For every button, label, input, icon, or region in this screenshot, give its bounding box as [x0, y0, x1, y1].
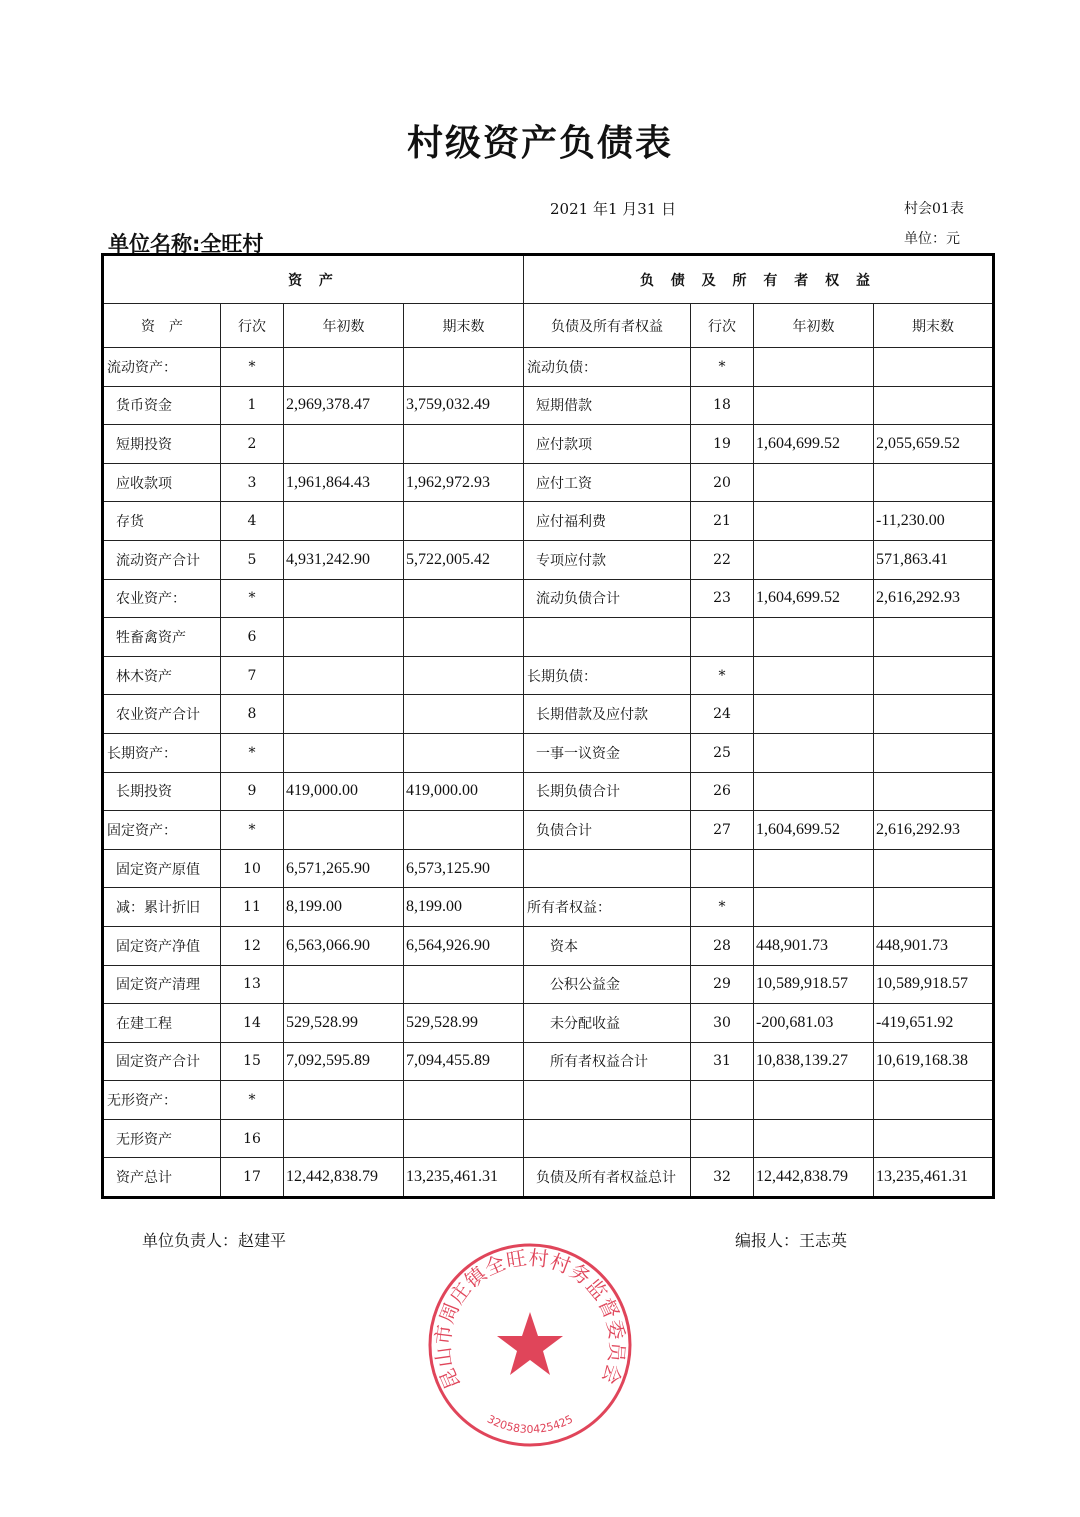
line-number: 19	[691, 425, 754, 464]
begin-balance	[754, 540, 874, 579]
liability-label: 一事一议资金	[524, 733, 691, 772]
begin-balance	[284, 733, 404, 772]
begin-balance: 2,969,378.47	[284, 386, 404, 425]
liability-label: 专项应付款	[524, 540, 691, 579]
seal-code: 3205830425425	[484, 1412, 576, 1436]
asset-label: 固定资产合计	[103, 1042, 221, 1081]
liability-label: 未分配收益	[524, 1004, 691, 1043]
end-balance	[874, 1081, 994, 1120]
line-number: 7	[221, 656, 284, 695]
begin-balance: 1,604,699.52	[754, 425, 874, 464]
begin-balance	[754, 772, 874, 811]
liability-label	[524, 618, 691, 657]
line-number: 14	[221, 1004, 284, 1043]
asset-label: 农业资产合计	[103, 695, 221, 734]
end-balance: 8,199.00	[404, 888, 524, 927]
liabilities-section-header: 负 债 及 所 有 者 权 益	[524, 255, 994, 304]
line-number: *	[691, 348, 754, 387]
unit-responsible: 单位负责人：赵建平	[142, 1231, 287, 1250]
report-date: 2021 年1 月31 日	[550, 200, 677, 218]
end-balance: -419,651.92	[874, 1004, 994, 1043]
begin-balance: 448,901.73	[754, 926, 874, 965]
end-balance	[404, 1119, 524, 1158]
table-row	[103, 348, 994, 387]
end-balance	[874, 695, 994, 734]
begin-balance: 419,000.00	[284, 772, 404, 811]
begin-balance: 529,528.99	[284, 1004, 404, 1043]
col-header-begin: 年初数	[284, 304, 404, 348]
line-number: 15	[221, 1042, 284, 1081]
table-row	[103, 965, 994, 1004]
line-number: *	[221, 1081, 284, 1120]
currency-unit: 单位：元	[904, 231, 960, 247]
line-number: 13	[221, 965, 284, 1004]
seal-text: 昆山市周庄镇全旺村村务监督委员会	[430, 1245, 630, 1393]
end-balance	[404, 579, 524, 618]
official-seal	[425, 1240, 635, 1450]
liability-label	[524, 1119, 691, 1158]
liability-label: 所有者权益：	[524, 888, 691, 927]
unit-name: 单位名称:全旺村	[108, 232, 264, 256]
line-number: 3	[221, 463, 284, 502]
col-header-begin: 年初数	[754, 304, 874, 348]
table-row	[103, 926, 994, 965]
end-balance: 2,055,659.52	[874, 425, 994, 464]
line-number: 32	[691, 1158, 754, 1198]
asset-label: 短期投资	[103, 425, 221, 464]
table-row	[103, 811, 994, 850]
table-row	[103, 1081, 994, 1120]
end-balance	[874, 888, 994, 927]
begin-balance	[284, 579, 404, 618]
liability-label: 应付工资	[524, 463, 691, 502]
begin-balance: 6,571,265.90	[284, 849, 404, 888]
begin-balance	[284, 425, 404, 464]
form-number: 村会01表	[904, 201, 964, 217]
begin-balance: -200,681.03	[754, 1004, 874, 1043]
liability-label: 应付福利费	[524, 502, 691, 541]
line-number: 12	[221, 926, 284, 965]
begin-balance	[754, 733, 874, 772]
table-row	[103, 1042, 994, 1081]
end-balance	[874, 348, 994, 387]
col-header-end: 期末数	[404, 304, 524, 348]
end-balance	[874, 463, 994, 502]
end-balance: 2,616,292.93	[874, 579, 994, 618]
end-balance	[874, 386, 994, 425]
asset-label: 固定资产清理	[103, 965, 221, 1004]
liability-label: 长期负债合计	[524, 772, 691, 811]
line-number: 6	[221, 618, 284, 657]
begin-balance	[754, 463, 874, 502]
end-balance	[404, 425, 524, 464]
line-number: 23	[691, 579, 754, 618]
begin-balance	[754, 849, 874, 888]
liability-label: 流动负债：	[524, 348, 691, 387]
end-balance	[404, 733, 524, 772]
asset-label: 流动资产合计	[103, 540, 221, 579]
liability-label: 负债合计	[524, 811, 691, 850]
asset-label: 农业资产：	[103, 579, 221, 618]
end-balance	[874, 656, 994, 695]
end-balance	[874, 772, 994, 811]
line-number	[691, 1119, 754, 1158]
line-number: 20	[691, 463, 754, 502]
begin-balance: 10,838,139.27	[754, 1042, 874, 1081]
asset-label: 固定资产：	[103, 811, 221, 850]
line-number: 30	[691, 1004, 754, 1043]
begin-balance	[754, 502, 874, 541]
line-number: 28	[691, 926, 754, 965]
table-row	[103, 386, 994, 425]
asset-label: 存货	[103, 502, 221, 541]
table-row	[103, 772, 994, 811]
col-header-end: 期末数	[874, 304, 994, 348]
begin-balance	[754, 695, 874, 734]
asset-label: 长期投资	[103, 772, 221, 811]
table-row	[103, 579, 994, 618]
star-icon	[497, 1312, 563, 1375]
asset-label: 无形资产	[103, 1119, 221, 1158]
begin-balance	[284, 502, 404, 541]
begin-balance: 12,442,838.79	[284, 1158, 404, 1198]
asset-label: 固定资产净值	[103, 926, 221, 965]
liability-label: 所有者权益合计	[524, 1042, 691, 1081]
page-title: 村级资产负债表	[406, 123, 673, 164]
end-balance: 6,564,926.90	[404, 926, 524, 965]
end-balance: 1,962,972.93	[404, 463, 524, 502]
asset-label: 货币资金	[103, 386, 221, 425]
asset-label: 林木资产	[103, 656, 221, 695]
asset-label: 牲畜禽资产	[103, 618, 221, 657]
line-number: 31	[691, 1042, 754, 1081]
line-number: 8	[221, 695, 284, 734]
end-balance	[404, 618, 524, 657]
end-balance	[404, 965, 524, 1004]
end-balance: 3,759,032.49	[404, 386, 524, 425]
line-number	[691, 1081, 754, 1120]
table-row	[103, 733, 994, 772]
asset-label: 无形资产：	[103, 1081, 221, 1120]
line-number: *	[221, 733, 284, 772]
end-balance: 7,094,455.89	[404, 1042, 524, 1081]
line-number	[691, 849, 754, 888]
end-balance: 10,589,918.57	[874, 965, 994, 1004]
table-row	[103, 425, 994, 464]
end-balance: 529,528.99	[404, 1004, 524, 1043]
begin-balance	[284, 695, 404, 734]
asset-label: 长期资产：	[103, 733, 221, 772]
begin-balance	[284, 656, 404, 695]
line-number: *	[221, 579, 284, 618]
begin-balance	[754, 656, 874, 695]
end-balance: -11,230.00	[874, 502, 994, 541]
line-number: 25	[691, 733, 754, 772]
table-row	[103, 502, 994, 541]
assets-section-header: 资 产	[103, 255, 524, 304]
begin-balance: 6,563,066.90	[284, 926, 404, 965]
end-balance	[874, 1119, 994, 1158]
begin-balance	[754, 618, 874, 657]
line-number: 26	[691, 772, 754, 811]
table-row	[103, 1119, 994, 1158]
section-header-row	[103, 255, 994, 304]
liability-label	[524, 849, 691, 888]
begin-balance	[284, 348, 404, 387]
liability-label	[524, 1081, 691, 1120]
asset-label: 应收款项	[103, 463, 221, 502]
line-number: 9	[221, 772, 284, 811]
end-balance	[404, 811, 524, 850]
line-number: 16	[221, 1119, 284, 1158]
asset-label: 资产总计	[103, 1158, 221, 1198]
balance-sheet-table	[101, 253, 995, 1199]
liability-label: 长期借款及应付款	[524, 695, 691, 734]
begin-balance: 7,092,595.89	[284, 1042, 404, 1081]
liability-label: 短期借款	[524, 386, 691, 425]
begin-balance: 1,604,699.52	[754, 579, 874, 618]
asset-label: 固定资产原值	[103, 849, 221, 888]
begin-balance: 1,604,699.52	[754, 811, 874, 850]
end-balance: 2,616,292.93	[874, 811, 994, 850]
col-header-line: 行次	[221, 304, 284, 348]
begin-balance: 8,199.00	[284, 888, 404, 927]
table-row	[103, 463, 994, 502]
line-number: 5	[221, 540, 284, 579]
begin-balance	[284, 618, 404, 657]
line-number: 4	[221, 502, 284, 541]
liability-label: 资本	[524, 926, 691, 965]
line-number: 29	[691, 965, 754, 1004]
line-number: *	[221, 348, 284, 387]
liability-label: 公积公益金	[524, 965, 691, 1004]
begin-balance	[284, 1119, 404, 1158]
table-row	[103, 540, 994, 579]
end-balance	[874, 849, 994, 888]
liability-label: 应付款项	[524, 425, 691, 464]
end-balance	[404, 348, 524, 387]
line-number: 10	[221, 849, 284, 888]
end-balance	[404, 502, 524, 541]
asset-label: 在建工程	[103, 1004, 221, 1043]
begin-balance: 4,931,242.90	[284, 540, 404, 579]
line-number: *	[691, 656, 754, 695]
begin-balance	[754, 888, 874, 927]
begin-balance	[284, 1081, 404, 1120]
end-balance	[874, 618, 994, 657]
table-row	[103, 618, 994, 657]
line-number: 2	[221, 425, 284, 464]
line-number	[691, 618, 754, 657]
end-balance: 5,722,005.42	[404, 540, 524, 579]
col-header-liability: 负债及所有者权益	[524, 304, 691, 348]
line-number: *	[691, 888, 754, 927]
begin-balance	[754, 1081, 874, 1120]
begin-balance	[754, 386, 874, 425]
end-balance: 13,235,461.31	[874, 1158, 994, 1198]
table-row	[103, 656, 994, 695]
table-row	[103, 849, 994, 888]
end-balance	[404, 695, 524, 734]
end-balance: 10,619,168.38	[874, 1042, 994, 1081]
end-balance: 571,863.41	[874, 540, 994, 579]
begin-balance: 12,442,838.79	[754, 1158, 874, 1198]
begin-balance: 1,961,864.43	[284, 463, 404, 502]
end-balance	[404, 656, 524, 695]
liability-label: 流动负债合计	[524, 579, 691, 618]
column-header-row	[103, 304, 994, 348]
end-balance: 419,000.00	[404, 772, 524, 811]
end-balance	[874, 733, 994, 772]
asset-label: 流动资产：	[103, 348, 221, 387]
end-balance: 6,573,125.90	[404, 849, 524, 888]
col-header-asset: 资 产	[103, 304, 221, 348]
begin-balance: 10,589,918.57	[754, 965, 874, 1004]
end-balance: 448,901.73	[874, 926, 994, 965]
preparer: 编报人：王志英	[735, 1231, 848, 1250]
begin-balance	[754, 1119, 874, 1158]
end-balance: 13,235,461.31	[404, 1158, 524, 1198]
begin-balance	[284, 965, 404, 1004]
table-row	[103, 695, 994, 734]
begin-balance	[754, 348, 874, 387]
table-row	[103, 1158, 994, 1198]
line-number: 1	[221, 386, 284, 425]
col-header-line: 行次	[691, 304, 754, 348]
line-number: 17	[221, 1158, 284, 1198]
line-number: 24	[691, 695, 754, 734]
table-row	[103, 888, 994, 927]
end-balance	[404, 1081, 524, 1120]
line-number: 18	[691, 386, 754, 425]
line-number: 21	[691, 502, 754, 541]
begin-balance	[284, 811, 404, 850]
asset-label: 减：累计折旧	[103, 888, 221, 927]
liability-label: 长期负债：	[524, 656, 691, 695]
line-number: 22	[691, 540, 754, 579]
table-row	[103, 1004, 994, 1043]
line-number: 11	[221, 888, 284, 927]
line-number: 27	[691, 811, 754, 850]
liability-label: 负债及所有者权益总计	[524, 1158, 691, 1198]
line-number: *	[221, 811, 284, 850]
